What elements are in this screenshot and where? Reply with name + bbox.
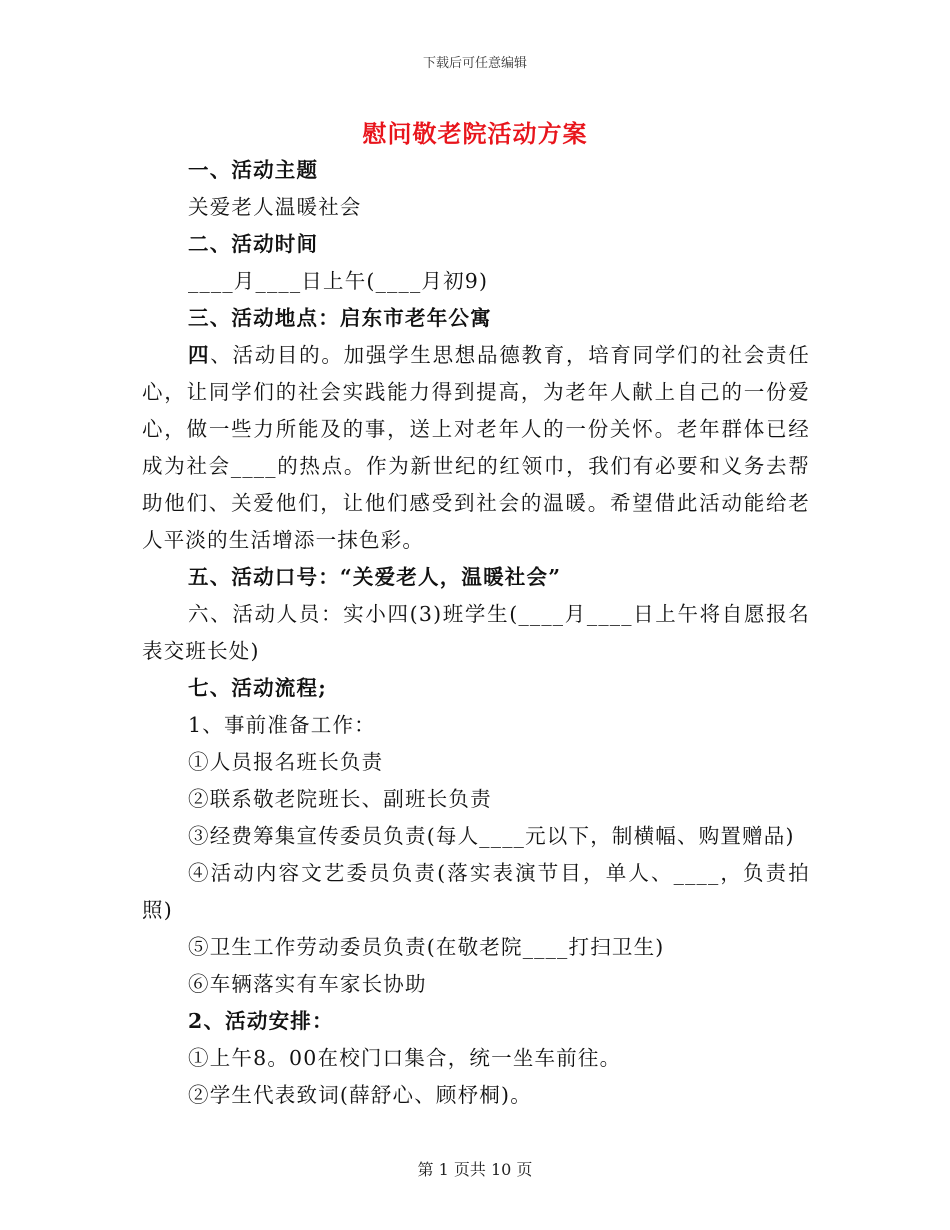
list-item: ①上午8。00在校门口集合，统一坐车前往。 [188, 1046, 622, 1070]
list-item: ④活动内容文艺委员负责(落实表演节目，单人、____，负责拍照) [142, 861, 810, 922]
list-item: ②联系敬老院班长、副班长负责 [188, 787, 492, 811]
document-title: 慰问敬老院活动方案 [362, 119, 588, 148]
theme-text: 关爱老人温暖社会 [188, 195, 362, 219]
section-heading-process: 七、活动流程; [188, 676, 327, 700]
page-footer: 第 1 页共 10 页 [417, 1160, 533, 1179]
section-heading-slogan: 五、活动口号：“关爱老人，温暖社会” [188, 565, 562, 589]
document-body [142, 152, 810, 1114]
list-item: ②学生代表致词(薛舒心、顾杼桐)。 [188, 1083, 532, 1107]
participants-paragraph: 六、活动人员：实小四(3)班学生(____月____日上午将自愿报名表交班长处) [142, 602, 810, 663]
time-text: ____月____日上午(____月初9) [188, 269, 489, 293]
list-item: ⑥车辆落实有车家长协助 [188, 972, 427, 996]
list-item: ⑤卫生工作劳动委员负责(在敬老院____打扫卫生) [188, 935, 665, 959]
list-item: ①人员报名班长负责 [188, 750, 384, 774]
purpose-text: 、活动目的。加强学生思想品德教育，培育同学们的社会责任心，让同学们的社会实践能力得到提高，为老年人献上自己的一份爱心，做一些力所能及的事，送上对老年人的一份关怀。老年群体已经成为社会____的热点。作为新世纪的红领巾，我们有必要和义务去帮助他们、关爱他们，让他们感受到社会的温暖。希望借此活动能给老人平淡的生活增添一抹色彩。 [142, 343, 810, 552]
section-heading-location: 三、活动地点：启东市老年公寓 [188, 306, 492, 330]
header-note: 下载后可任意编辑 [422, 56, 527, 71]
subheading-arrangement: 2、活动安排： [188, 1009, 334, 1033]
section-heading-theme: 一、活动主题 [188, 158, 319, 182]
list-item: ③经费筹集宣传委员负责(每人____元以下，制横幅、购置赠品) [188, 824, 795, 848]
purpose-paragraph [142, 337, 810, 559]
subheading-preparation: 1、事前准备工作： [188, 713, 376, 737]
section-heading-time: 二、活动时间 [188, 232, 319, 256]
purpose-number: 四 [188, 343, 211, 367]
